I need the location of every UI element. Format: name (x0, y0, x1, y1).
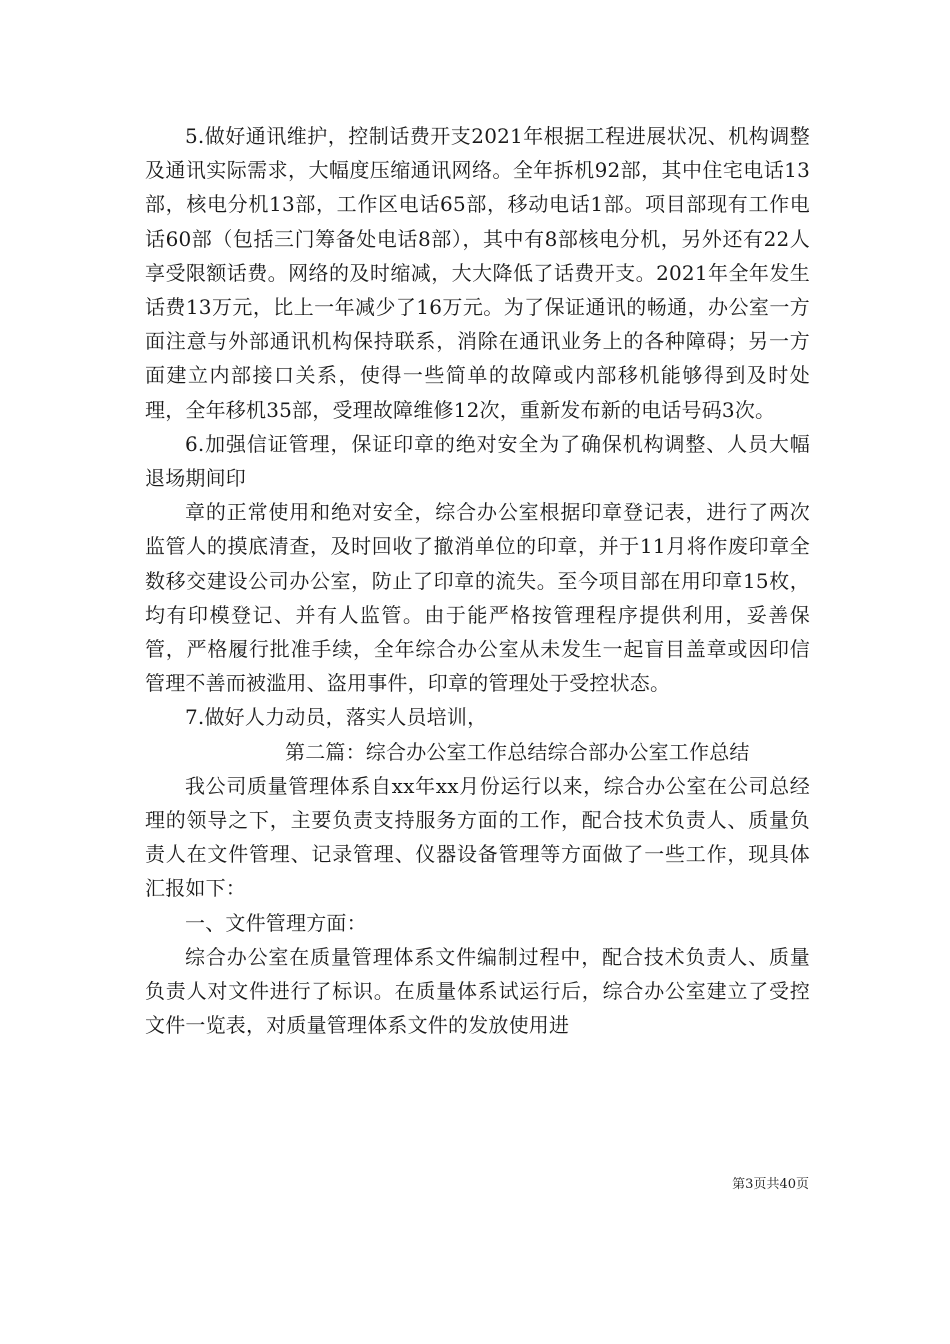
subsection-heading-file-management: 一、文件管理方面： (185, 910, 367, 935)
page-number: 第3页共40页 (732, 1177, 809, 1192)
paragraph-item-7: 7.做好人力动员，落实人员培训， (185, 705, 488, 730)
section-heading-part-two: 第二篇：综合办公室工作总结综合部办公室工作总结 (285, 739, 750, 764)
paragraph-item-6-continued: 章的正常使用和绝对安全，综合办公室根据印章登记表，进行了两次监管人的摸底清查，及时回收了撤消单位的印章，并于11月将作废印章全数移交建设公司办公室，防止了印章的流失。至今项目部在用印章15枚，均有印模登记、并有人监管。由于能严格按管理程序提供利用，妥善保管，严格履行批准手续，全年综合办公室从未发生一起盲目盖章或因印信管理不善而被滥用、盗用事件，印章的管理处于受控状态。 (145, 500, 810, 696)
paragraph-intro: 我公司质量管理体系自xx年xx月份运行以来，综合办公室在公司总经理的领导之下，主要负责支持服务方面的工作，配合技术负责人、质量负责人在文件管理、记录管理、仪器设备管理等方面做了一些工作，现具体汇报如下： (145, 773, 810, 901)
paragraph-file-management: 综合办公室在质量管理体系文件编制过程中，配合技术负责人、质量负责人对文件进行了标识。在质量体系试运行后，综合办公室建立了受控文件一览表，对质量管理体系文件的发放使用进 (145, 944, 810, 1038)
paragraph-item-6: 6.加强信证管理，保证印章的绝对安全为了确保机构调整、人员大幅退场期间印 (145, 431, 810, 491)
document-body (145, 119, 810, 1042)
paragraph-item-5: 5.做好通讯维护，控制话费开支2021年根据工程进展状况、机构调整及通讯实际需求，大幅度压缩通讯网络。全年拆机92部，其中住宅电话13部，核电分机13部，工作区电话65部，移动电话1部。项目部现有工作电话60部（包括三门筹备处电话8部），其中有8部核电分机，另外还有22人享受限额话费。网络的及时缩减，大大降低了话费开支。2021年全年发生话费13万元，比上一年减少了16万元。为了保证通讯的畅通，办公室一方面注意与外部通讯机构保持联系，消除在通讯业务上的各种障碍；另一方面建立内部接口关系，使得一些简单的故障或内部移机能够得到及时处理，全年移机35部，受理故障维修12次，重新发布新的电话号码3次。 (145, 124, 810, 422)
